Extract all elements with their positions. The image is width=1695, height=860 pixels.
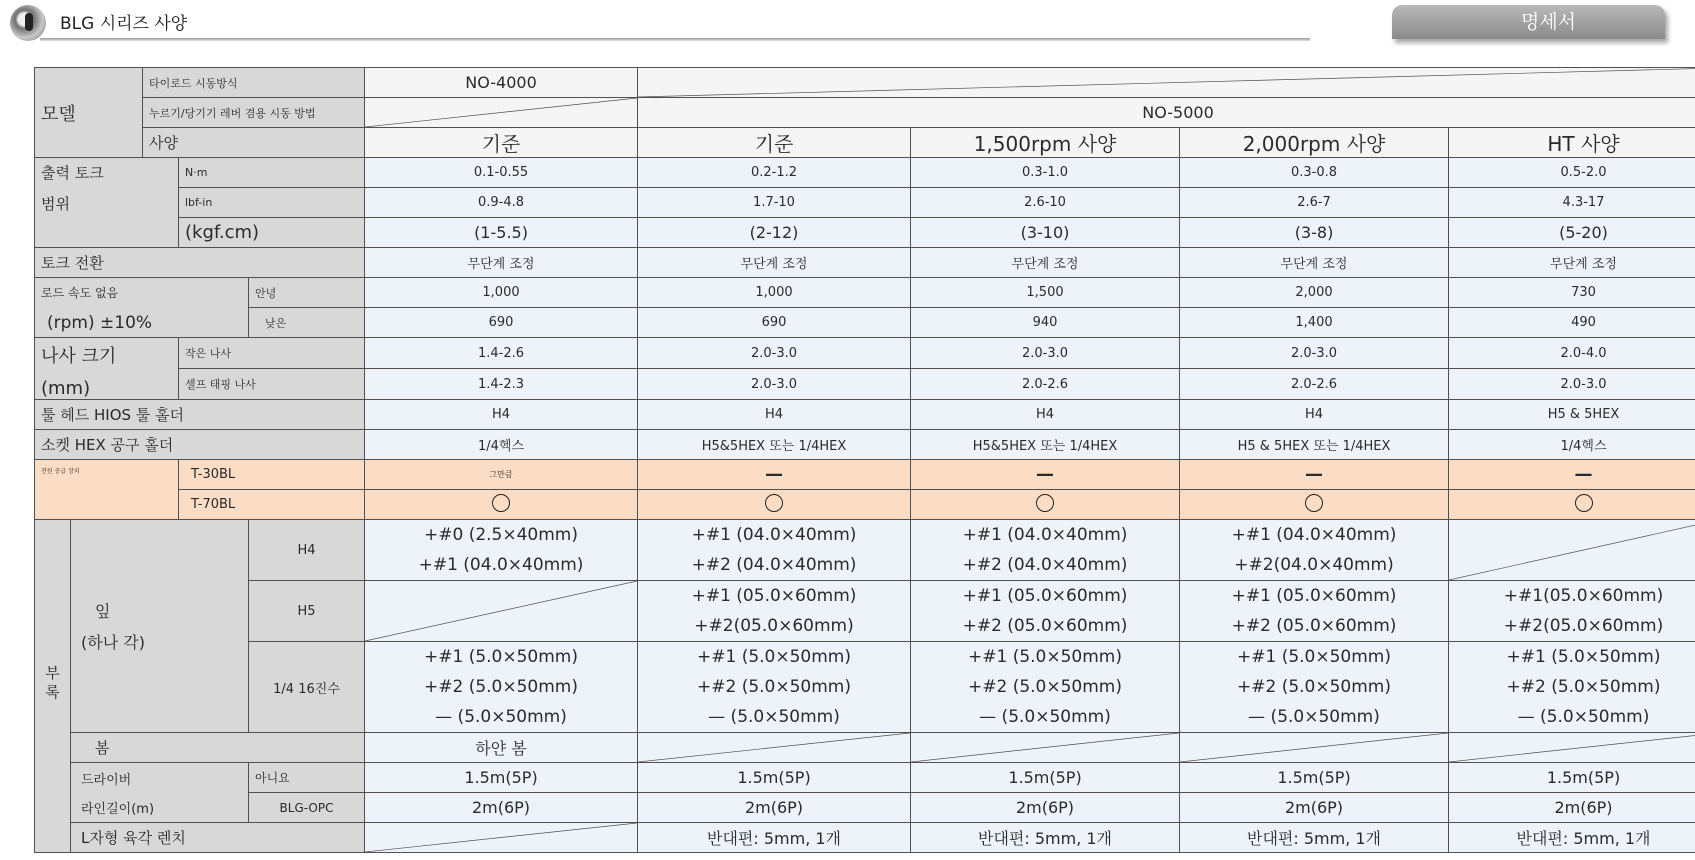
bit-hex-value: +#1 (5.0×50mm) +#2 (5.0×50mm) — (5.0×50mm) — [638, 642, 911, 733]
col-header: 기준 — [365, 128, 638, 158]
hios-value: H5 & 5HEX — [1449, 400, 1695, 430]
bit-hex-label: 1/4 16진수 — [249, 642, 365, 733]
torque-lbf: 2.6-7 — [1180, 188, 1449, 218]
wrench-empty — [365, 823, 638, 853]
col-header: 1,500rpm 사양 — [911, 128, 1180, 158]
bit-h4-value: +#1 (04.0×40mm) +#2 (04.0×40mm) — [638, 520, 911, 581]
bit-h5-value: +#1 (05.0×60mm) +#2 (05.0×60mm) — [911, 581, 1180, 642]
screw-small: 2.0-4.0 — [1449, 338, 1695, 369]
brand-logo-icon — [10, 5, 46, 41]
cable-no-label: 아니요 — [249, 763, 365, 793]
diag-cell — [365, 98, 638, 128]
torque-lbf: 2.6-10 — [911, 188, 1180, 218]
bit-h4-empty — [1449, 520, 1695, 581]
hios-value: H4 — [638, 400, 911, 430]
screw-tap: 2.0-3.0 — [638, 369, 911, 400]
switch-value: 무단계 조정 — [638, 248, 911, 278]
switch-value: 무단계 조정 — [1180, 248, 1449, 278]
power-t70-value — [365, 490, 638, 520]
speed-hi: 1,500 — [911, 278, 1180, 308]
torque-nm: 0.3-1.0 — [911, 158, 1180, 188]
cable-opc-value: 2m(6P) — [911, 793, 1180, 823]
no4000-empty-cell — [638, 68, 1695, 98]
bit-h5-label: H5 — [249, 581, 365, 642]
cable-no-value: 1.5m(5P) — [911, 763, 1180, 793]
bit-hex-value: +#1 (5.0×50mm) +#2 (5.0×50mm) — (5.0×50mm) — [911, 642, 1180, 733]
circle-mark-icon — [1305, 494, 1323, 512]
bit-h5-value: +#1 (05.0×60mm) +#2 (05.0×60mm) — [1180, 581, 1449, 642]
power-label: 전원 공급 장치 — [35, 460, 179, 520]
col-header: HT 사양 — [1449, 128, 1695, 158]
cable-opc-value: 2m(6P) — [638, 793, 911, 823]
speed-lo: 690 — [638, 308, 911, 338]
torque-lbf: 1.7-10 — [638, 188, 911, 218]
spec-table — [34, 67, 1695, 853]
power-t30-value: — — [1449, 460, 1695, 490]
screw-tap-label: 셀프 태핑 나사 — [179, 369, 365, 400]
power-t70-value — [911, 490, 1180, 520]
spec-tab[interactable] — [1392, 5, 1665, 39]
wrench-value: 반대편: 5mm, 1개 — [638, 823, 911, 853]
bit-h5-value: +#1 (05.0×60mm) +#2(05.0×60mm) — [638, 581, 911, 642]
cable-label: 드라이버 라인길이(m) — [71, 763, 249, 823]
no4000-cell: NO-4000 — [365, 68, 638, 98]
speed-lo: 940 — [911, 308, 1180, 338]
screw-small-label: 작은 나사 — [179, 338, 365, 369]
model-label: 모델 — [35, 68, 143, 158]
screw-tap: 2.0-3.0 — [1449, 369, 1695, 400]
header-divider — [40, 38, 1310, 41]
hex-holder-label: 소켓 HEX 공구 홀더 — [35, 430, 365, 460]
torque-unit-nm: N·m — [179, 158, 365, 188]
spec-label: 사양 — [143, 128, 365, 158]
power-t30-value: — — [638, 460, 911, 490]
screw-small: 2.0-3.0 — [638, 338, 911, 369]
speed-hi: 730 — [1449, 278, 1695, 308]
wrench-value: 반대편: 5mm, 1개 — [1449, 823, 1695, 853]
wrench-value: 반대편: 5mm, 1개 — [911, 823, 1180, 853]
circle-mark-icon — [1036, 494, 1054, 512]
bit-hex-value: +#1 (5.0×50mm) +#2 (5.0×50mm) — (5.0×50mm) — [1449, 642, 1695, 733]
bit-h5-empty — [365, 581, 638, 642]
torque-lbf: 4.3-17 — [1449, 188, 1695, 218]
torque-lbf: 0.9-4.8 — [365, 188, 638, 218]
speed-label: 로드 속도 없음 (rpm) ±10% — [35, 278, 249, 338]
hex-holder-value: 1/4헥스 — [365, 430, 638, 460]
switch-value: 무단계 조정 — [911, 248, 1180, 278]
col-header: 2,000rpm 사양 — [1180, 128, 1449, 158]
power-t30-value: — — [1180, 460, 1449, 490]
torque-nm: 0.5-2.0 — [1449, 158, 1695, 188]
screw-small: 2.0-3.0 — [911, 338, 1180, 369]
hios-label: 툴 헤드 HIOS 툴 홀더 — [35, 400, 365, 430]
boom-empty — [1180, 733, 1449, 763]
switch-value: 무단계 조정 — [1449, 248, 1695, 278]
wrench-label: L자형 육각 렌치 — [71, 823, 365, 853]
power-t70-value — [638, 490, 911, 520]
torque-unit-lbf: lbf-in — [179, 188, 365, 218]
speed-hi: 1,000 — [365, 278, 638, 308]
page-title: BLG 시리즈 사양 — [60, 14, 188, 34]
no5000-cell: NO-5000 — [638, 98, 1695, 128]
boom-label: 봄 — [71, 733, 365, 763]
switch-value: 무단계 조정 — [365, 248, 638, 278]
speed-lo: 490 — [1449, 308, 1695, 338]
speed-lo-label: 낮은 — [249, 308, 365, 338]
hex-holder-value: H5 & 5HEX 또는 1/4HEX — [1180, 430, 1449, 460]
power-t30-label: T-30BL — [179, 460, 365, 490]
torque-kgf: (3-8) — [1180, 218, 1449, 248]
speed-hi-label: 안녕 — [249, 278, 365, 308]
bit-label: 잎 (하나 각) — [71, 520, 249, 733]
torque-kgf: (2-12) — [638, 218, 911, 248]
cable-no-value: 1.5m(5P) — [365, 763, 638, 793]
screw-tap: 1.4-2.3 — [365, 369, 638, 400]
speed-hi: 2,000 — [1180, 278, 1449, 308]
wrench-value: 반대편: 5mm, 1개 — [1180, 823, 1449, 853]
torque-label: 출력 토크 범위 — [35, 158, 179, 248]
speed-lo: 690 — [365, 308, 638, 338]
accessory-side-label: 부록 — [35, 520, 71, 853]
page-header — [0, 0, 1695, 52]
cable-no-value: 1.5m(5P) — [1449, 763, 1695, 793]
model-sub2: 누르기/당기기 레버 겸용 시동 방법 — [143, 98, 365, 128]
power-t70-value — [1449, 490, 1695, 520]
hex-holder-value: 1/4헥스 — [1449, 430, 1695, 460]
cable-opc-value: 2m(6P) — [1180, 793, 1449, 823]
cable-opc-value: 2m(6P) — [1449, 793, 1695, 823]
boom-empty — [911, 733, 1180, 763]
cable-no-value: 1.5m(5P) — [638, 763, 911, 793]
circle-mark-icon — [492, 494, 510, 512]
cable-no-value: 1.5m(5P) — [1180, 763, 1449, 793]
cable-opc-value: 2m(6P) — [365, 793, 638, 823]
torque-unit-kgf: (kgf.cm) — [179, 218, 365, 248]
power-t30-value: 그만큼 — [365, 460, 638, 490]
circle-mark-icon — [765, 494, 783, 512]
speed-lo: 1,400 — [1180, 308, 1449, 338]
spec-tab-label: 명세서 — [1520, 11, 1577, 33]
speed-hi: 1,000 — [638, 278, 911, 308]
hios-value: H4 — [911, 400, 1180, 430]
screw-tap: 2.0-2.6 — [911, 369, 1180, 400]
bit-hex-value: +#1 (5.0×50mm) +#2 (5.0×50mm) — (5.0×50mm) — [1180, 642, 1449, 733]
torque-kgf: (3-10) — [911, 218, 1180, 248]
screw-label: 나사 크기 (mm) — [35, 338, 179, 400]
screw-small: 1.4-2.6 — [365, 338, 638, 369]
power-t30-value: — — [911, 460, 1180, 490]
bit-hex-value: +#1 (5.0×50mm) +#2 (5.0×50mm) — (5.0×50mm) — [365, 642, 638, 733]
power-t70-value — [1180, 490, 1449, 520]
hex-holder-value: H5&5HEX 또는 1/4HEX — [638, 430, 911, 460]
boom-value: 하얀 봄 — [365, 733, 638, 763]
hex-holder-value: H5&5HEX 또는 1/4HEX — [911, 430, 1180, 460]
screw-tap: 2.0-2.6 — [1180, 369, 1449, 400]
torque-nm: 0.3-0.8 — [1180, 158, 1449, 188]
cable-opc-label: BLG-OPC — [249, 793, 365, 823]
switch-label: 토크 전환 — [35, 248, 365, 278]
screw-small: 2.0-3.0 — [1180, 338, 1449, 369]
torque-kgf: (5-20) — [1449, 218, 1695, 248]
model-sub1: 타이로드 시동방식 — [143, 68, 365, 98]
boom-empty — [1449, 733, 1695, 763]
torque-nm: 0.1-0.55 — [365, 158, 638, 188]
torque-kgf: (1-5.5) — [365, 218, 638, 248]
power-t70-label: T-70BL — [179, 490, 365, 520]
hios-value: H4 — [365, 400, 638, 430]
bit-h5-value: +#1(05.0×60mm) +#2(05.0×60mm) — [1449, 581, 1695, 642]
boom-empty — [638, 733, 911, 763]
bit-h4-value: +#1 (04.0×40mm) +#2 (04.0×40mm) — [911, 520, 1180, 581]
bit-h4-value: +#1 (04.0×40mm) +#2(04.0×40mm) — [1180, 520, 1449, 581]
hios-value: H4 — [1180, 400, 1449, 430]
torque-nm: 0.2-1.2 — [638, 158, 911, 188]
bit-h4-label: H4 — [249, 520, 365, 581]
col-header: 기준 — [638, 128, 911, 158]
bit-h4-value: +#0 (2.5×40mm) +#1 (04.0×40mm) — [365, 520, 638, 581]
circle-mark-icon — [1575, 494, 1593, 512]
